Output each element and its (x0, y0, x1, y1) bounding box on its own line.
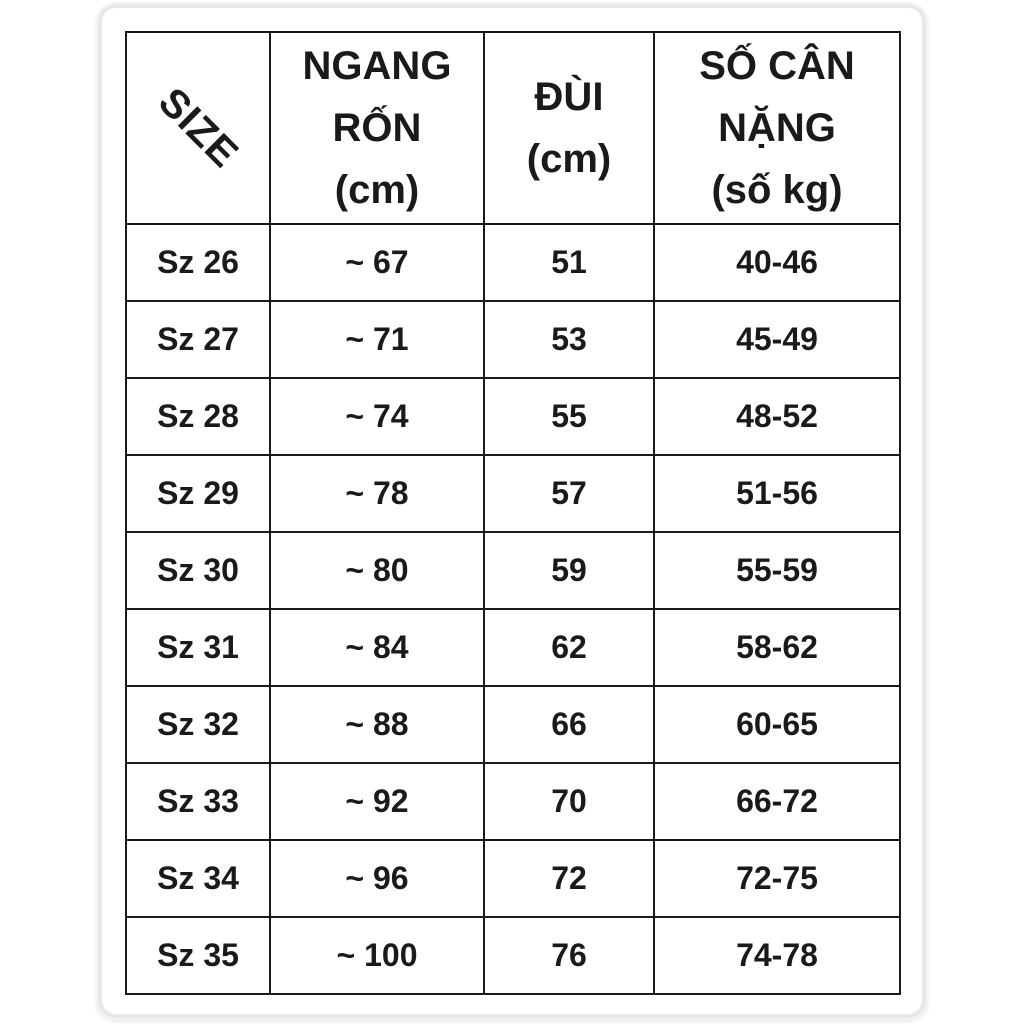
table-row (126, 301, 900, 378)
cell-thigh: 70 (484, 763, 654, 840)
cell-size: Sz 26 (126, 224, 270, 301)
table-row (126, 686, 900, 763)
header-size-label: SIZE (149, 79, 247, 177)
header-waist (270, 32, 484, 224)
cell-weight: 45-49 (654, 301, 900, 378)
header-waist-line-3: (cm) (334, 168, 420, 212)
cell-size: Sz 34 (126, 840, 270, 917)
cell-weight: 40-46 (654, 224, 900, 301)
cell-weight: 72-75 (654, 840, 900, 917)
cell-size: Sz 31 (126, 609, 270, 686)
table-row (126, 532, 900, 609)
cell-waist: ~ 92 (270, 763, 484, 840)
table-row (126, 224, 900, 301)
header-waist-line-1: NGANG (302, 44, 452, 88)
cell-waist: ~ 74 (270, 378, 484, 455)
header-thigh-line-2: (cm) (526, 137, 612, 181)
table-row (126, 840, 900, 917)
cell-size: Sz 33 (126, 763, 270, 840)
cell-waist: ~ 100 (270, 917, 484, 994)
cell-waist: ~ 88 (270, 686, 484, 763)
header-row (126, 32, 900, 224)
header-weight-line-3: (số kg) (711, 168, 843, 212)
cell-thigh: 59 (484, 532, 654, 609)
size-table (125, 31, 901, 995)
header-weight (654, 32, 900, 224)
header-thigh-line-1: ĐÙI (534, 75, 604, 119)
cell-thigh: 55 (484, 378, 654, 455)
cell-size: Sz 30 (126, 532, 270, 609)
table-row (126, 378, 900, 455)
cell-weight: 60-65 (654, 686, 900, 763)
cell-thigh: 57 (484, 455, 654, 532)
cell-weight: 66-72 (654, 763, 900, 840)
cell-size: Sz 35 (126, 917, 270, 994)
cell-size: Sz 29 (126, 455, 270, 532)
header-weight-line-1: SỐ CÂN (699, 44, 855, 88)
cell-waist: ~ 78 (270, 455, 484, 532)
table-row (126, 763, 900, 840)
table-row (126, 609, 900, 686)
cell-waist: ~ 80 (270, 532, 484, 609)
table-row (126, 455, 900, 532)
cell-weight: 55-59 (654, 532, 900, 609)
cell-weight: 48-52 (654, 378, 900, 455)
cell-waist: ~ 84 (270, 609, 484, 686)
cell-thigh: 66 (484, 686, 654, 763)
cell-weight: 74-78 (654, 917, 900, 994)
cell-thigh: 62 (484, 609, 654, 686)
cell-thigh: 76 (484, 917, 654, 994)
table-body (126, 224, 900, 994)
cell-size: Sz 32 (126, 686, 270, 763)
table-row (126, 917, 900, 994)
cell-thigh: 72 (484, 840, 654, 917)
cell-thigh: 53 (484, 301, 654, 378)
cell-size: Sz 27 (126, 301, 270, 378)
cell-waist: ~ 67 (270, 224, 484, 301)
cell-size: Sz 28 (126, 378, 270, 455)
header-size (126, 32, 270, 224)
cell-weight: 51-56 (654, 455, 900, 532)
header-waist-line-2: RỐN (332, 106, 422, 150)
cell-thigh: 51 (484, 224, 654, 301)
header-weight-line-2: NẶNG (718, 106, 836, 150)
header-thigh (484, 32, 654, 224)
cell-weight: 58-62 (654, 609, 900, 686)
cell-waist: ~ 96 (270, 840, 484, 917)
cell-waist: ~ 71 (270, 301, 484, 378)
